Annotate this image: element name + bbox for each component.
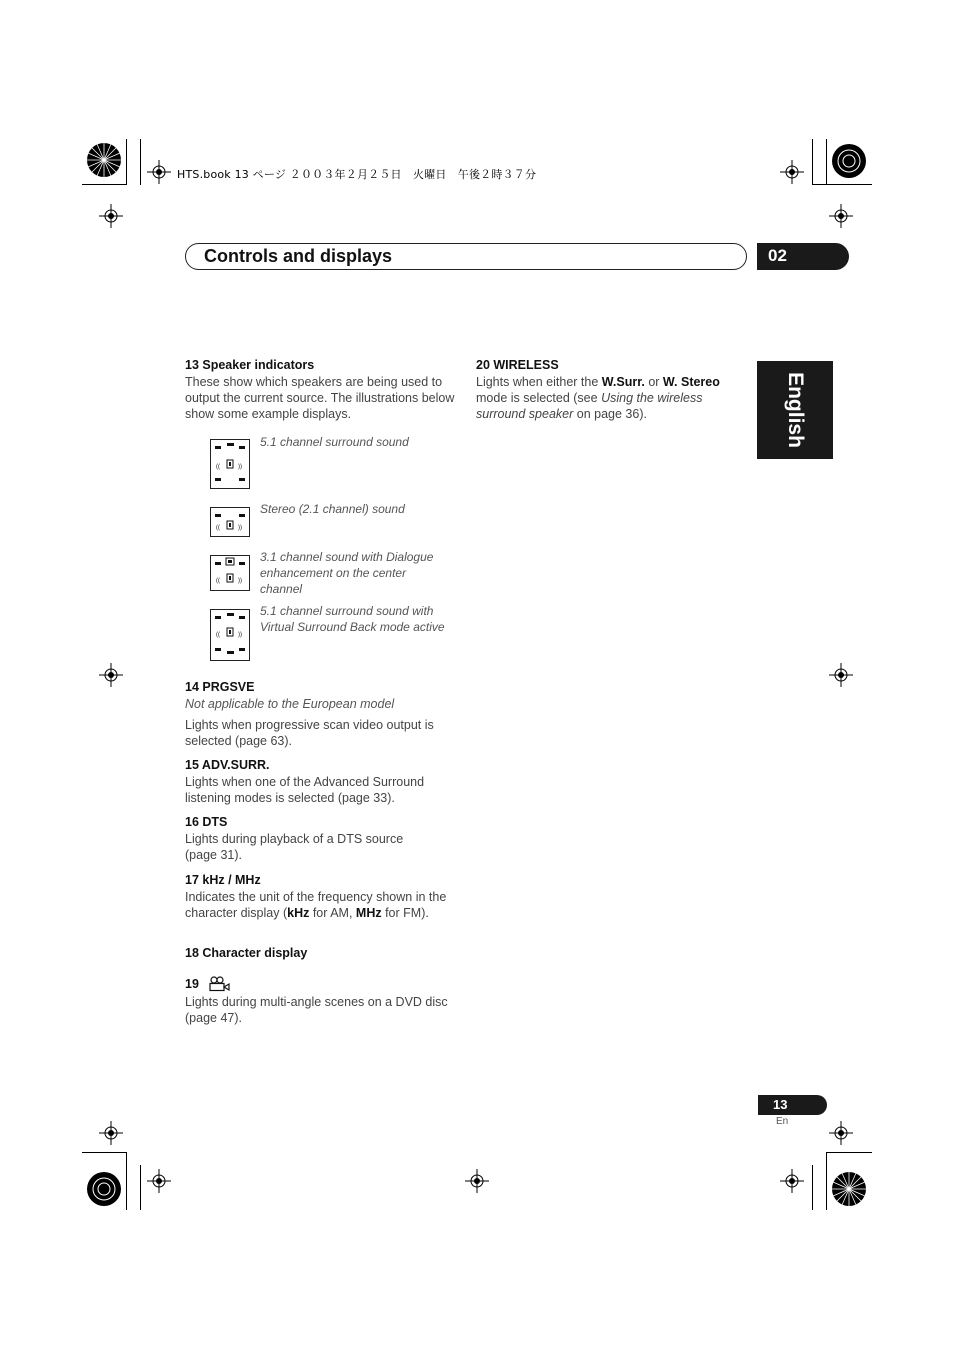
item-17-heading: 17 kHz / MHz [185, 873, 261, 887]
print-header-info: HTS.book 13 ページ ２００３年２月２５日 火曜日 午後２時３７分 [177, 168, 537, 181]
crosshair-icon [99, 204, 123, 228]
speaker-layout-icon [211, 440, 249, 488]
registration-target-icon [86, 1171, 122, 1207]
speaker-layout-icon [211, 556, 249, 590]
example-caption: 5.1 channel surround sound [260, 435, 409, 449]
item-13-heading: 13 Speaker indicators [185, 358, 315, 372]
camera-angle-icon [209, 976, 231, 992]
item-14-heading: 14 PRGSVE [185, 680, 255, 694]
svg-text:)): )) [238, 525, 242, 531]
item-16-text: Lights during playback of a DTS source (page 31). [185, 832, 404, 862]
speaker-diagram-3-1 [210, 555, 250, 591]
item-15-text: Lights when one of the Advanced Surround listening modes is selected (page 33). [185, 775, 425, 805]
speaker-layout-icon [211, 610, 249, 660]
item-19-heading: 19 [185, 977, 199, 991]
example-caption: 3.1 channel sound with Dialogue enhancement on the center channel [260, 550, 434, 596]
svg-text:((: (( [216, 578, 220, 584]
registration-target-icon [86, 142, 122, 178]
crosshair-icon [829, 204, 853, 228]
crosshair-icon [99, 1121, 123, 1145]
language-tab [757, 361, 833, 459]
crosshair-icon [147, 160, 171, 184]
section-title: Controls and displays [204, 246, 393, 266]
item-19-text: Lights during multi-angle scenes on a DVD disc (page 47). [185, 995, 448, 1025]
example-caption: 5.1 channel surround sound with Virtual Surround Back mode active [260, 604, 445, 634]
svg-text:((: (( [216, 632, 220, 638]
section-title-bar [185, 243, 747, 270]
crosshair-icon [829, 1121, 853, 1145]
svg-text:)): )) [238, 578, 242, 584]
chapter-number-badge [757, 243, 849, 270]
svg-text:)): )) [238, 464, 242, 470]
speaker-layout-icon [211, 508, 249, 536]
page-language-code: En [776, 1116, 789, 1127]
page-number-badge [758, 1095, 827, 1115]
svg-text:((: (( [216, 464, 220, 470]
crosshair-icon [465, 1169, 489, 1193]
speaker-diagram-5-1-vsb [210, 609, 250, 661]
item-13-text: These show which speakers are being used to output the current source. The illustrations below show some example displays. [185, 375, 455, 421]
speaker-diagram-stereo [210, 507, 250, 537]
item-20-text: Lights when either the W.Surr. or W. Stereo mode is selected (see Using the wireless surround speaker on page 36). [476, 375, 720, 421]
crosshair-icon [780, 160, 804, 184]
item-14-text: Lights when progressive scan video output is selected (page 63). [185, 718, 434, 748]
item-17-text: Indicates the unit of the frequency shown in the character display (kHz for AM, MHz for FM). [185, 890, 447, 920]
item-16-heading: 16 DTS [185, 815, 228, 829]
page-number: 13 [773, 1097, 788, 1112]
language-tab-label: English [784, 372, 807, 448]
crosshair-icon [147, 1169, 171, 1193]
crosshair-icon [99, 663, 123, 687]
example-caption: Stereo (2.1 channel) sound [260, 502, 405, 516]
crosshair-icon [829, 663, 853, 687]
item-14-note: Not applicable to the European model [185, 697, 395, 711]
item-18-heading: 18 Character display [185, 946, 308, 960]
registration-target-icon [831, 143, 867, 179]
chapter-number: 02 [768, 246, 787, 265]
crosshair-icon [780, 1169, 804, 1193]
item-20-heading: 20 WIRELESS [476, 358, 559, 372]
speaker-diagram-5-1 [210, 439, 250, 489]
registration-target-icon [831, 1171, 867, 1207]
svg-text:)): )) [238, 632, 242, 638]
svg-text:((: (( [216, 525, 220, 531]
item-15-heading: 15 ADV.SURR. [185, 758, 270, 772]
